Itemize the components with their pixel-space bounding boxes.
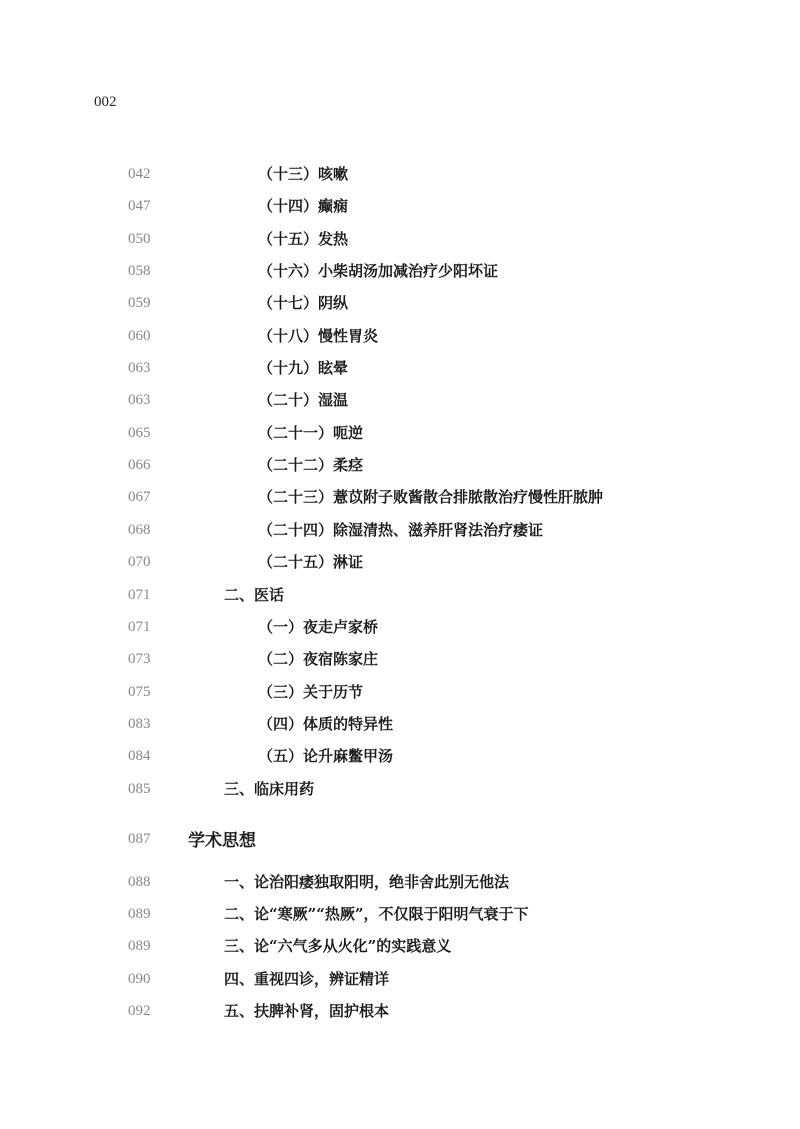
toc-page-number: 073 — [128, 651, 151, 667]
toc-page-number: 050 — [128, 231, 151, 247]
toc-title: 二、医话 — [224, 586, 285, 604]
toc-entry — [0, 292, 800, 316]
toc-entry — [0, 486, 800, 510]
toc-title: 五、扶脾补肾，固护根本 — [224, 1002, 390, 1020]
toc-entry — [0, 871, 800, 895]
toc-title: （二）夜宿陈家庄 — [258, 650, 379, 668]
toc-entry — [0, 778, 800, 802]
toc-page-number: 071 — [128, 587, 151, 603]
toc-page-number: 042 — [128, 166, 151, 182]
toc-entry — [0, 1000, 800, 1024]
toc-title: 二、论“寒厥”“热厥”，不仅限于阳明气衰于下 — [224, 905, 529, 923]
toc-entry — [0, 551, 800, 575]
toc-entry — [0, 968, 800, 992]
toc-page-number: 084 — [128, 748, 151, 764]
toc-title: （十七）阴纵 — [258, 294, 349, 312]
toc-page-number: 067 — [128, 489, 151, 505]
toc-title: （二十二）柔痉 — [258, 456, 364, 474]
toc-title: 一、论治阳痿独取阳明，绝非舍此别无他法 — [224, 873, 510, 891]
toc-page-number: 060 — [128, 328, 151, 344]
toc-entry — [0, 584, 800, 608]
toc-page-number: 083 — [128, 716, 151, 732]
toc-page-number: 071 — [128, 619, 151, 635]
toc-page-number: 063 — [128, 392, 151, 408]
toc-title: 四、重视四诊，辨证精详 — [224, 970, 390, 988]
toc-title: （二十）湿温 — [258, 391, 349, 409]
toc-title: 三、临床用药 — [224, 780, 315, 798]
toc-page-number: 063 — [128, 360, 151, 376]
toc-page-number: 058 — [128, 263, 151, 279]
toc-page-number: 047 — [128, 198, 151, 214]
toc-title: （十三）咳嗽 — [258, 165, 349, 183]
toc-entry — [0, 195, 800, 219]
toc-entry — [0, 713, 800, 737]
toc-page-number: 075 — [128, 684, 151, 700]
toc-title: （十六）小柴胡汤加减治疗少阳坏证 — [258, 262, 499, 280]
toc-title: （十八）慢性胃炎 — [258, 327, 379, 345]
toc-entry — [0, 519, 800, 543]
toc-title: （十四）癫痫 — [258, 197, 349, 215]
toc-title: （二十四）除湿清热、滋养肝肾法治疗痿证 — [258, 521, 544, 539]
toc-section-title: 学术思想 — [188, 831, 256, 851]
toc-page-number: 090 — [128, 971, 151, 987]
toc-title: （一）夜走卢家桥 — [258, 618, 379, 636]
toc-title: （三）关于历节 — [258, 683, 364, 701]
toc-title: 三、论“六气多从火化”的实践意义 — [224, 937, 452, 955]
toc-entry — [0, 454, 800, 478]
page-number: 002 — [94, 94, 117, 110]
toc-entry — [0, 828, 800, 852]
toc-entry — [0, 935, 800, 959]
toc-page-number: 087 — [128, 831, 151, 847]
toc-entry — [0, 745, 800, 769]
toc-entry — [0, 163, 800, 187]
toc-page-number: 070 — [128, 554, 151, 570]
toc-entry — [0, 648, 800, 672]
toc-entry — [0, 681, 800, 705]
toc-page-number: 089 — [128, 906, 151, 922]
toc-page-number: 059 — [128, 295, 151, 311]
toc-title: （二十一）呃逆 — [258, 424, 364, 442]
toc-page-number: 085 — [128, 781, 151, 797]
toc-entry — [0, 357, 800, 381]
toc-entry — [0, 228, 800, 252]
toc-entry — [0, 903, 800, 927]
toc-entry — [0, 422, 800, 446]
toc-entry — [0, 325, 800, 349]
toc-entry — [0, 260, 800, 284]
toc-title: （十九）眩晕 — [258, 359, 349, 377]
toc-page-number: 065 — [128, 425, 151, 441]
toc-page-number: 092 — [128, 1003, 151, 1019]
toc-page-number: 068 — [128, 522, 151, 538]
toc-title: （二十五）淋证 — [258, 553, 364, 571]
toc-entry — [0, 389, 800, 413]
toc-page-number: 088 — [128, 874, 151, 890]
toc-title: （五）论升麻鳖甲汤 — [258, 747, 394, 765]
toc-page-number: 066 — [128, 457, 151, 473]
toc-title: （四）体质的特异性 — [258, 715, 394, 733]
toc-entry — [0, 616, 800, 640]
toc-page-number: 089 — [128, 938, 151, 954]
toc-title: （二十三）薏苡附子败酱散合排脓散治疗慢性肝脓肿 — [258, 488, 604, 506]
toc-title: （十五）发热 — [258, 230, 349, 248]
